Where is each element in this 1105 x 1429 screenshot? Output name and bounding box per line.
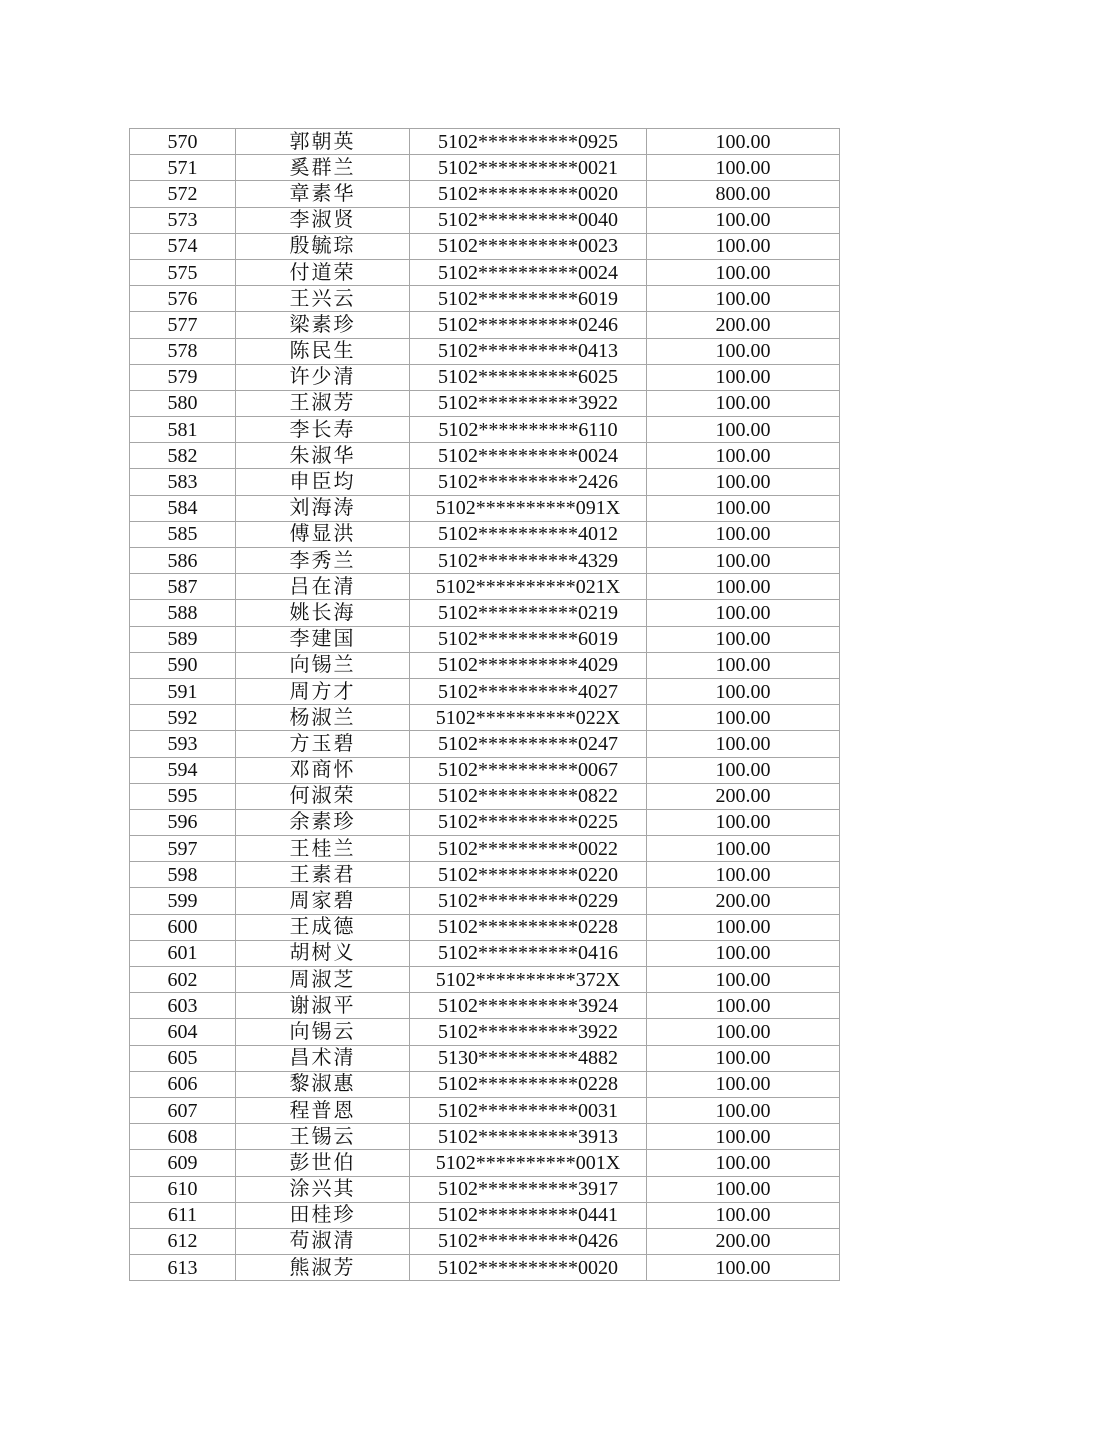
id-number-cell: 5102**********0031 — [410, 1097, 647, 1123]
id-number-cell: 5102**********0247 — [410, 731, 647, 757]
name-cell: 邓商怀 — [236, 757, 410, 783]
amount-cell: 100.00 — [647, 993, 840, 1019]
row-number-cell: 601 — [130, 940, 236, 966]
id-number-cell: 5102**********001X — [410, 1150, 647, 1176]
row-number-cell: 592 — [130, 705, 236, 731]
id-number-cell: 5102**********3922 — [410, 1019, 647, 1045]
roster-table — [129, 128, 840, 1281]
row-number-cell: 598 — [130, 862, 236, 888]
id-number-cell: 5102**********0067 — [410, 757, 647, 783]
id-number-cell: 5102**********3922 — [410, 390, 647, 416]
name-cell: 方玉碧 — [236, 731, 410, 757]
amount-cell: 100.00 — [647, 940, 840, 966]
name-cell: 杨淑兰 — [236, 705, 410, 731]
name-cell: 王素君 — [236, 862, 410, 888]
name-cell: 付道荣 — [236, 259, 410, 285]
table-row — [130, 705, 840, 731]
name-cell: 陈民生 — [236, 338, 410, 364]
name-cell: 殷毓琮 — [236, 233, 410, 259]
row-number-cell: 571 — [130, 155, 236, 181]
amount-cell: 100.00 — [647, 390, 840, 416]
table-row — [130, 548, 840, 574]
name-cell: 吕在清 — [236, 574, 410, 600]
table-row — [130, 783, 840, 809]
amount-cell: 100.00 — [647, 338, 840, 364]
id-number-cell: 5102**********0413 — [410, 338, 647, 364]
amount-cell: 100.00 — [647, 678, 840, 704]
row-number-cell: 594 — [130, 757, 236, 783]
table-row — [130, 967, 840, 993]
row-number-cell: 581 — [130, 417, 236, 443]
table-row — [130, 312, 840, 338]
table-row — [130, 364, 840, 390]
row-number-cell: 588 — [130, 600, 236, 626]
amount-cell: 100.00 — [647, 1071, 840, 1097]
row-number-cell: 606 — [130, 1071, 236, 1097]
id-number-cell: 5102**********0416 — [410, 940, 647, 966]
id-number-cell: 5102**********0228 — [410, 1071, 647, 1097]
name-cell: 熊淑芳 — [236, 1255, 410, 1281]
id-number-cell: 5102**********0024 — [410, 259, 647, 285]
id-number-cell: 5102**********0925 — [410, 129, 647, 155]
table-row — [130, 1071, 840, 1097]
name-cell: 郭朝英 — [236, 129, 410, 155]
name-cell: 李秀兰 — [236, 548, 410, 574]
name-cell: 许少清 — [236, 364, 410, 390]
row-number-cell: 604 — [130, 1019, 236, 1045]
id-number-cell: 5102**********091X — [410, 495, 647, 521]
name-cell: 申臣均 — [236, 469, 410, 495]
amount-cell: 100.00 — [647, 574, 840, 600]
amount-cell: 100.00 — [647, 836, 840, 862]
table-row — [130, 1150, 840, 1176]
name-cell: 李建国 — [236, 626, 410, 652]
table-row — [130, 731, 840, 757]
table-row — [130, 600, 840, 626]
name-cell: 王桂兰 — [236, 836, 410, 862]
row-number-cell: 572 — [130, 181, 236, 207]
amount-cell: 100.00 — [647, 129, 840, 155]
table-row — [130, 338, 840, 364]
table-row — [130, 390, 840, 416]
amount-cell: 100.00 — [647, 1176, 840, 1202]
row-number-cell: 583 — [130, 469, 236, 495]
row-number-cell: 608 — [130, 1124, 236, 1150]
id-number-cell: 5102**********4012 — [410, 521, 647, 547]
id-number-cell: 5102**********0246 — [410, 312, 647, 338]
row-number-cell: 610 — [130, 1176, 236, 1202]
name-cell: 谢淑平 — [236, 993, 410, 1019]
amount-cell: 100.00 — [647, 1019, 840, 1045]
id-number-cell: 5102**********0024 — [410, 443, 647, 469]
id-number-cell: 5102**********6025 — [410, 364, 647, 390]
table-row — [130, 286, 840, 312]
row-number-cell: 612 — [130, 1228, 236, 1254]
row-number-cell: 607 — [130, 1097, 236, 1123]
id-number-cell: 5102**********3924 — [410, 993, 647, 1019]
row-number-cell: 576 — [130, 286, 236, 312]
id-number-cell: 5102**********4329 — [410, 548, 647, 574]
amount-cell: 100.00 — [647, 1045, 840, 1071]
amount-cell: 100.00 — [647, 967, 840, 993]
id-number-cell: 5102**********0219 — [410, 600, 647, 626]
table-row — [130, 129, 840, 155]
row-number-cell: 600 — [130, 914, 236, 940]
id-number-cell: 5102**********0225 — [410, 809, 647, 835]
amount-cell: 100.00 — [647, 809, 840, 835]
amount-cell: 100.00 — [647, 626, 840, 652]
id-number-cell: 5102**********4027 — [410, 678, 647, 704]
name-cell: 涂兴其 — [236, 1176, 410, 1202]
name-cell: 傅显洪 — [236, 521, 410, 547]
name-cell: 向锡兰 — [236, 652, 410, 678]
amount-cell: 200.00 — [647, 888, 840, 914]
amount-cell: 200.00 — [647, 783, 840, 809]
amount-cell: 100.00 — [647, 364, 840, 390]
name-cell: 王锡云 — [236, 1124, 410, 1150]
id-number-cell: 5102**********372X — [410, 967, 647, 993]
table-row — [130, 1228, 840, 1254]
name-cell: 姚长海 — [236, 600, 410, 626]
row-number-cell: 574 — [130, 233, 236, 259]
id-number-cell: 5102**********0426 — [410, 1228, 647, 1254]
table-row — [130, 233, 840, 259]
amount-cell: 200.00 — [647, 312, 840, 338]
table-row — [130, 862, 840, 888]
id-number-cell: 5102**********0023 — [410, 233, 647, 259]
table-row — [130, 417, 840, 443]
row-number-cell: 585 — [130, 521, 236, 547]
row-number-cell: 603 — [130, 993, 236, 1019]
name-cell: 彭世伯 — [236, 1150, 410, 1176]
row-number-cell: 613 — [130, 1255, 236, 1281]
table-row — [130, 207, 840, 233]
id-number-cell: 5102**********4029 — [410, 652, 647, 678]
name-cell: 朱淑华 — [236, 443, 410, 469]
name-cell: 昌术清 — [236, 1045, 410, 1071]
table-row — [130, 1097, 840, 1123]
row-number-cell: 575 — [130, 259, 236, 285]
amount-cell: 100.00 — [647, 600, 840, 626]
row-number-cell: 578 — [130, 338, 236, 364]
table-row — [130, 626, 840, 652]
amount-cell: 100.00 — [647, 548, 840, 574]
row-number-cell: 611 — [130, 1202, 236, 1228]
id-number-cell: 5102**********021X — [410, 574, 647, 600]
amount-cell: 100.00 — [647, 259, 840, 285]
id-number-cell: 5102**********0021 — [410, 155, 647, 181]
amount-cell: 100.00 — [647, 705, 840, 731]
table-row — [130, 1202, 840, 1228]
amount-cell: 100.00 — [647, 1202, 840, 1228]
table-row — [130, 495, 840, 521]
amount-cell: 800.00 — [647, 181, 840, 207]
name-cell: 王成德 — [236, 914, 410, 940]
name-cell: 李淑贤 — [236, 207, 410, 233]
row-number-cell: 593 — [130, 731, 236, 757]
amount-cell: 100.00 — [647, 757, 840, 783]
amount-cell: 100.00 — [647, 233, 840, 259]
id-number-cell: 5102**********6019 — [410, 286, 647, 312]
id-number-cell: 5102**********0020 — [410, 181, 647, 207]
name-cell: 梁素珍 — [236, 312, 410, 338]
table-row — [130, 259, 840, 285]
name-cell: 何淑荣 — [236, 783, 410, 809]
row-number-cell: 602 — [130, 967, 236, 993]
id-number-cell: 5102**********3913 — [410, 1124, 647, 1150]
name-cell: 章素华 — [236, 181, 410, 207]
id-number-cell: 5102**********3917 — [410, 1176, 647, 1202]
table-row — [130, 1019, 840, 1045]
amount-cell: 100.00 — [647, 731, 840, 757]
table-row — [130, 836, 840, 862]
name-cell: 胡树义 — [236, 940, 410, 966]
table-row — [130, 914, 840, 940]
table-row — [130, 652, 840, 678]
table-row — [130, 181, 840, 207]
name-cell: 黎淑惠 — [236, 1071, 410, 1097]
table-row — [130, 678, 840, 704]
amount-cell: 100.00 — [647, 417, 840, 443]
amount-cell: 100.00 — [647, 1124, 840, 1150]
table-row — [130, 809, 840, 835]
table-row — [130, 1255, 840, 1281]
row-number-cell: 597 — [130, 836, 236, 862]
name-cell: 周淑芝 — [236, 967, 410, 993]
table-row — [130, 993, 840, 1019]
id-number-cell: 5130**********4882 — [410, 1045, 647, 1071]
name-cell: 苟淑清 — [236, 1228, 410, 1254]
row-number-cell: 584 — [130, 495, 236, 521]
id-number-cell: 5102**********0220 — [410, 862, 647, 888]
row-number-cell: 582 — [130, 443, 236, 469]
amount-cell: 100.00 — [647, 155, 840, 181]
name-cell: 向锡云 — [236, 1019, 410, 1045]
id-number-cell: 5102**********6110 — [410, 417, 647, 443]
row-number-cell: 579 — [130, 364, 236, 390]
table-row — [130, 1176, 840, 1202]
id-number-cell: 5102**********0022 — [410, 836, 647, 862]
name-cell: 奚群兰 — [236, 155, 410, 181]
table-row — [130, 940, 840, 966]
table-row — [130, 521, 840, 547]
id-number-cell: 5102**********0229 — [410, 888, 647, 914]
name-cell: 周方才 — [236, 678, 410, 704]
row-number-cell: 589 — [130, 626, 236, 652]
amount-cell: 100.00 — [647, 495, 840, 521]
id-number-cell: 5102**********0020 — [410, 1255, 647, 1281]
name-cell: 王淑芳 — [236, 390, 410, 416]
name-cell: 程普恩 — [236, 1097, 410, 1123]
row-number-cell: 573 — [130, 207, 236, 233]
id-number-cell: 5102**********0822 — [410, 783, 647, 809]
table-row — [130, 757, 840, 783]
row-number-cell: 580 — [130, 390, 236, 416]
amount-cell: 100.00 — [647, 862, 840, 888]
name-cell: 余素珍 — [236, 809, 410, 835]
amount-cell: 100.00 — [647, 914, 840, 940]
name-cell: 田桂珍 — [236, 1202, 410, 1228]
amount-cell: 100.00 — [647, 207, 840, 233]
row-number-cell: 591 — [130, 678, 236, 704]
amount-cell: 200.00 — [647, 1228, 840, 1254]
table-row — [130, 1124, 840, 1150]
name-cell: 周家碧 — [236, 888, 410, 914]
table-row — [130, 469, 840, 495]
roster-table-body — [130, 129, 840, 1281]
amount-cell: 100.00 — [647, 1097, 840, 1123]
amount-cell: 100.00 — [647, 652, 840, 678]
row-number-cell: 586 — [130, 548, 236, 574]
table-row — [130, 1045, 840, 1071]
row-number-cell: 609 — [130, 1150, 236, 1176]
name-cell: 李长寿 — [236, 417, 410, 443]
id-number-cell: 5102**********6019 — [410, 626, 647, 652]
amount-cell: 100.00 — [647, 443, 840, 469]
table-row — [130, 155, 840, 181]
name-cell: 王兴云 — [236, 286, 410, 312]
id-number-cell: 5102**********022X — [410, 705, 647, 731]
row-number-cell: 596 — [130, 809, 236, 835]
row-number-cell: 577 — [130, 312, 236, 338]
amount-cell: 100.00 — [647, 521, 840, 547]
table-row — [130, 888, 840, 914]
table-row — [130, 574, 840, 600]
row-number-cell: 595 — [130, 783, 236, 809]
amount-cell: 100.00 — [647, 1255, 840, 1281]
row-number-cell: 605 — [130, 1045, 236, 1071]
id-number-cell: 5102**********0228 — [410, 914, 647, 940]
amount-cell: 100.00 — [647, 286, 840, 312]
table-row — [130, 443, 840, 469]
row-number-cell: 590 — [130, 652, 236, 678]
row-number-cell: 587 — [130, 574, 236, 600]
id-number-cell: 5102**********0441 — [410, 1202, 647, 1228]
row-number-cell: 570 — [130, 129, 236, 155]
name-cell: 刘海涛 — [236, 495, 410, 521]
amount-cell: 100.00 — [647, 469, 840, 495]
amount-cell: 100.00 — [647, 1150, 840, 1176]
row-number-cell: 599 — [130, 888, 236, 914]
id-number-cell: 5102**********0040 — [410, 207, 647, 233]
id-number-cell: 5102**********2426 — [410, 469, 647, 495]
